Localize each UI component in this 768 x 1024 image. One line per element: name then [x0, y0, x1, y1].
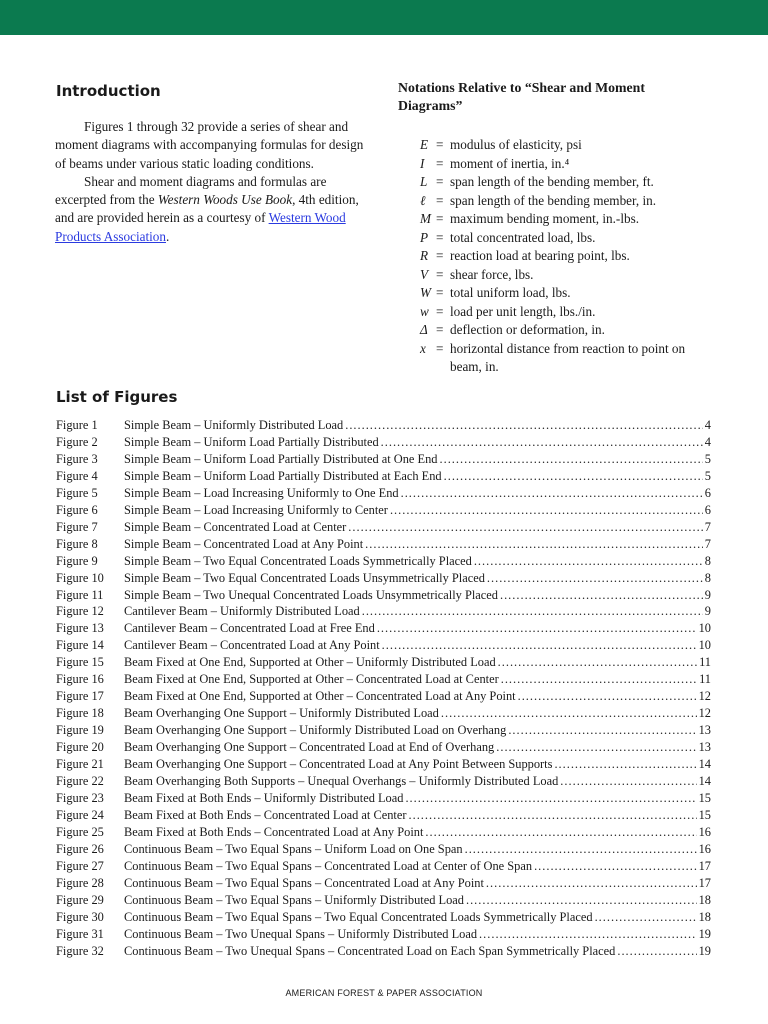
- figure-page: 9: [704, 587, 711, 602]
- figure-entry[interactable]: [56, 756, 711, 773]
- figure-entry[interactable]: [56, 451, 711, 468]
- figure-entry[interactable]: [56, 841, 711, 858]
- dot-leader: [382, 637, 697, 654]
- figure-entry[interactable]: [56, 417, 711, 434]
- figure-title: Beam Overhanging One Support – Concentrated Load at End of Overhang: [124, 740, 495, 755]
- figure-title: Simple Beam – Concentrated Load at Center: [124, 519, 347, 534]
- notation-equals: =: [436, 285, 444, 300]
- dot-leader: [362, 603, 703, 620]
- figure-label: Figure 11: [56, 587, 104, 602]
- figure-title: Beam Fixed at One End, Supported at Other – Concentrated Load at Any Point: [124, 689, 516, 704]
- introduction-heading: Introduction: [56, 82, 161, 100]
- figure-title: Cantilever Beam – Concentrated Load at Free End: [124, 621, 375, 636]
- figure-label: Figure 15: [56, 655, 104, 670]
- figure-title: Simple Beam – Load Increasing Uniformly to Center: [124, 502, 388, 517]
- figure-label: Figure 1: [56, 418, 98, 432]
- notations-heading: Notations Relative to “Shear and Moment Diagrams”: [398, 80, 645, 113]
- figure-entry[interactable]: [56, 688, 711, 705]
- figure-entry[interactable]: [56, 553, 711, 570]
- figure-entry[interactable]: [56, 570, 711, 587]
- notation-symbol: L: [420, 174, 428, 189]
- figure-entry[interactable]: [56, 722, 711, 739]
- notation-symbol: W: [420, 285, 431, 300]
- notations-list: [420, 136, 720, 377]
- figure-title: Simple Beam – Load Increasing Uniformly to One End: [124, 485, 399, 500]
- figure-entry[interactable]: [56, 790, 711, 807]
- figure-entry[interactable]: [56, 943, 711, 960]
- dot-leader: [508, 722, 696, 739]
- paragraph-text: .: [166, 228, 170, 244]
- notation-item: [420, 266, 720, 285]
- figure-entry[interactable]: [56, 519, 711, 536]
- dot-leader: [518, 688, 697, 705]
- figure-title: Beam Overhanging Both Supports – Unequal Overhangs – Uniformly Distributed Load: [124, 774, 559, 789]
- notation-symbol: E: [420, 137, 429, 152]
- figure-entry[interactable]: [56, 807, 711, 824]
- figures-heading: List of Figures: [56, 388, 178, 406]
- figure-label: Figure 14: [56, 638, 104, 653]
- introduction-body: [55, 118, 373, 246]
- figure-page: 8: [704, 553, 711, 568]
- figure-label: Figure 27: [56, 858, 104, 873]
- dot-leader: [425, 824, 696, 841]
- header-bar: [0, 0, 768, 35]
- notation-definition: maximum bending moment, in.-lbs.: [450, 211, 640, 226]
- dot-leader: [554, 756, 696, 773]
- notation-definition: total uniform load, lbs.: [450, 285, 571, 300]
- figure-page: 18: [698, 909, 711, 924]
- paragraph-text: Shear and moment diagrams and formulas are excerpted from the: [55, 173, 327, 208]
- figure-page: 15: [698, 807, 711, 822]
- dot-leader: [441, 705, 697, 722]
- dot-leader: [474, 553, 703, 570]
- dot-leader: [348, 519, 703, 536]
- dot-leader: [479, 926, 697, 943]
- figure-page: 16: [698, 824, 711, 839]
- figure-title: Beam Overhanging One Support – Uniformly Distributed Load on Overhang: [124, 723, 507, 738]
- figure-label: Figure 29: [56, 892, 104, 907]
- figure-entry[interactable]: [56, 671, 711, 688]
- dot-leader: [560, 773, 696, 790]
- notation-equals: =: [436, 266, 444, 282]
- figure-entry[interactable]: [56, 739, 711, 756]
- figure-label: Figure 25: [56, 824, 104, 839]
- figure-label: Figure 17: [56, 689, 104, 704]
- notation-equals: =: [436, 248, 444, 263]
- figure-page: 10: [698, 638, 711, 653]
- figure-label: Figure 12: [56, 604, 104, 619]
- figure-label: Figure 7: [56, 519, 98, 534]
- dot-leader: [390, 502, 703, 519]
- figure-title: Continuous Beam – Two Equal Spans – Uniform Load on One Span: [124, 841, 463, 856]
- figure-page: 12: [698, 706, 711, 721]
- dot-leader: [486, 875, 697, 892]
- figure-page: 15: [698, 790, 711, 805]
- figure-label: Figure 13: [56, 621, 104, 636]
- book-title: Western Woods Use Book: [157, 192, 293, 208]
- dot-leader: [465, 841, 697, 858]
- notation-equals: =: [436, 174, 444, 189]
- notation-item: [420, 340, 720, 377]
- figure-page: 13: [698, 740, 711, 755]
- dot-leader: [345, 417, 703, 434]
- dot-leader: [440, 451, 703, 468]
- figure-label: Figure 20: [56, 740, 104, 755]
- figure-page: 6: [704, 502, 711, 517]
- figure-entry[interactable]: [56, 485, 711, 502]
- figure-title: Beam Fixed at Both Ends – Concentrated Load at Center: [124, 807, 407, 822]
- figure-title: Simple Beam – Two Unequal Concentrated Loads Unsymmetrically Placed: [124, 587, 498, 602]
- dot-leader: [500, 587, 703, 604]
- figure-entry[interactable]: [56, 858, 711, 875]
- figure-page: 8: [704, 570, 711, 585]
- dot-leader: [377, 620, 697, 637]
- figure-entry[interactable]: [56, 926, 711, 943]
- notation-symbol: x: [420, 340, 426, 356]
- notation-symbol: V: [420, 266, 429, 282]
- dot-leader: [466, 892, 697, 909]
- figure-title: Continuous Beam – Two Equal Spans – Concentrated Load at Any Point: [124, 875, 484, 890]
- notation-definition: load per unit length, lbs./in.: [450, 303, 596, 319]
- figure-page: 14: [698, 757, 711, 772]
- dot-leader: [365, 536, 703, 553]
- notation-equals: =: [436, 322, 444, 337]
- notation-item: [420, 321, 720, 340]
- figure-label: Figure 16: [56, 672, 104, 687]
- paragraph-text: , 4th edition, and are provided herein as a courtesy of: [55, 192, 359, 226]
- notation-item: [420, 284, 720, 303]
- figure-title: Continuous Beam – Two Unequal Spans – Uniformly Distributed Load: [124, 926, 478, 941]
- figure-entry[interactable]: [56, 909, 711, 926]
- figure-title: Beam Overhanging One Support – Concentrated Load at Any Point Between Supports: [124, 757, 553, 772]
- figure-title: Simple Beam – Uniform Load Partially Distributed at Each End: [124, 468, 442, 483]
- figure-title: Simple Beam – Concentrated Load at Any Point: [124, 536, 364, 551]
- notation-definition: total concentrated load, lbs.: [450, 229, 596, 245]
- figure-page: 6: [704, 485, 711, 500]
- dot-leader: [409, 807, 697, 824]
- notation-equals: =: [436, 211, 444, 226]
- figure-title: Cantilever Beam – Concentrated Load at Any Point: [124, 638, 380, 653]
- figure-title: Beam Fixed at Both Ends – Concentrated Load at Any Point: [124, 824, 424, 839]
- figure-entry[interactable]: [56, 705, 711, 722]
- notation-symbol: M: [420, 211, 431, 226]
- figure-label: Figure 23: [56, 790, 104, 805]
- dot-leader: [501, 671, 697, 688]
- notation-symbol: Δ: [420, 322, 428, 337]
- figure-title: Simple Beam – Two Equal Concentrated Loads Unsymmetrically Placed: [124, 570, 485, 585]
- notation-symbol: ℓ: [420, 192, 426, 208]
- figure-title: Simple Beam – Two Equal Concentrated Loads Symmetrically Placed: [124, 553, 472, 568]
- notation-symbol: w: [420, 303, 429, 319]
- notation-item: [420, 155, 720, 174]
- figure-page: 11: [699, 655, 711, 670]
- figure-label: Figure 2: [56, 434, 98, 449]
- figure-entry[interactable]: [56, 434, 711, 451]
- figure-page: 19: [698, 926, 711, 941]
- notation-item: [420, 136, 720, 155]
- figure-title: Simple Beam – Uniform Load Partially Distributed at One End: [124, 451, 438, 466]
- figure-entry[interactable]: [56, 637, 711, 654]
- figure-page: 5: [704, 451, 711, 466]
- figure-label: Figure 5: [56, 485, 98, 500]
- figure-label: Figure 9: [56, 553, 98, 568]
- figures-list: [56, 417, 711, 960]
- figure-page: 5: [704, 468, 711, 483]
- figure-label: Figure 32: [56, 943, 104, 958]
- figure-title: Beam Fixed at Both Ends – Uniformly Distributed Load: [124, 790, 404, 805]
- figure-title: Continuous Beam – Two Equal Spans – Concentrated Load at Center of One Span: [124, 858, 533, 873]
- figure-label: Figure 21: [56, 757, 104, 772]
- figure-label: Figure 26: [56, 841, 104, 856]
- figure-title: Continuous Beam – Two Equal Spans – Uniformly Distributed Load: [124, 892, 464, 907]
- notation-definition: modulus of elasticity, psi: [450, 137, 582, 152]
- figure-entry[interactable]: [56, 536, 711, 553]
- figure-label: Figure 24: [56, 807, 104, 822]
- introduction-paragraph-2: [55, 173, 373, 246]
- figure-page: 16: [698, 841, 711, 856]
- figure-page: 12: [698, 689, 711, 704]
- figure-label: Figure 4: [56, 468, 98, 483]
- figure-entry[interactable]: [56, 654, 711, 671]
- figure-title: Continuous Beam – Two Equal Spans – Two Equal Concentrated Loads Symmetrically Placed: [124, 909, 593, 924]
- figure-title: Cantilever Beam – Uniformly Distributed Load: [124, 604, 360, 619]
- notation-definition: reaction load at bearing point, lbs.: [450, 248, 630, 263]
- figure-label: Figure 18: [56, 706, 104, 721]
- notation-equals: =: [436, 303, 444, 319]
- figure-title: Continuous Beam – Two Unequal Spans – Concentrated Load on Each Span Symmetrically Placed: [124, 943, 616, 958]
- figure-page: 17: [698, 875, 711, 890]
- figure-page: 7: [704, 536, 711, 551]
- figure-entry[interactable]: [56, 502, 711, 519]
- figure-entry[interactable]: [56, 875, 711, 892]
- dot-leader: [381, 434, 703, 451]
- notation-definition: horizontal distance from reaction to point on beam, in.: [450, 340, 686, 374]
- figure-entry[interactable]: [56, 587, 711, 604]
- notation-definition: deflection or deformation, in.: [450, 322, 605, 337]
- figure-page: 11: [699, 672, 711, 687]
- dot-leader: [617, 943, 696, 960]
- figure-page: 14: [698, 774, 711, 789]
- notation-equals: =: [436, 155, 444, 171]
- notation-item: [420, 303, 720, 322]
- figure-entry[interactable]: [56, 620, 711, 637]
- figure-page: 4: [704, 418, 711, 432]
- figure-entry[interactable]: [56, 892, 711, 909]
- dot-leader: [487, 570, 703, 587]
- figure-page: 4: [704, 434, 711, 449]
- figure-page: 13: [698, 723, 711, 738]
- figure-entry[interactable]: [56, 468, 711, 485]
- dot-leader: [444, 468, 703, 485]
- notation-symbol: I: [420, 155, 425, 171]
- figure-page: 19: [698, 943, 711, 958]
- figure-title: Beam Fixed at One End, Supported at Other – Uniformly Distributed Load: [124, 655, 496, 670]
- figure-entry[interactable]: [56, 603, 711, 620]
- figure-title: Simple Beam – Uniformly Distributed Load: [124, 418, 344, 432]
- notation-definition: moment of inertia, in.⁴: [450, 155, 570, 171]
- figure-page: 7: [704, 519, 711, 534]
- figure-entry[interactable]: [56, 773, 711, 790]
- dot-leader: [496, 739, 696, 756]
- notation-item: [420, 229, 720, 248]
- notation-equals: =: [436, 137, 444, 152]
- notation-equals: =: [436, 229, 444, 245]
- figure-label: Figure 8: [56, 536, 98, 551]
- figure-page: 10: [698, 621, 711, 636]
- wwpa-link[interactable]: Western Wood Products Association: [55, 210, 346, 244]
- dot-leader: [595, 909, 697, 926]
- notation-definition: span length of the bending member, in.: [450, 192, 657, 208]
- figure-label: Figure 28: [56, 875, 104, 890]
- notation-item: [420, 173, 720, 192]
- notation-equals: =: [436, 340, 444, 356]
- dot-leader: [401, 485, 703, 502]
- notation-symbol: R: [420, 248, 429, 263]
- figure-label: Figure 10: [56, 570, 104, 585]
- figure-page: 17: [698, 858, 711, 873]
- introduction-paragraph-1: Figures 1 through 32 provide a series of shear and moment diagrams with accompanying formulas for design of beams under various static loading conditions.: [55, 119, 364, 171]
- figure-title: Beam Overhanging One Support – Uniformly Distributed Load: [124, 706, 439, 721]
- notation-item: [420, 247, 720, 266]
- figure-title: Beam Fixed at One End, Supported at Other – Concentrated Load at Center: [124, 672, 499, 687]
- figure-label: Figure 31: [56, 926, 104, 941]
- dot-leader: [405, 790, 696, 807]
- notation-item: [420, 210, 720, 229]
- figure-page: 18: [698, 892, 711, 907]
- figure-entry[interactable]: [56, 824, 711, 841]
- figure-label: Figure 22: [56, 774, 104, 789]
- figure-label: Figure 19: [56, 723, 104, 738]
- notation-definition: span length of the bending member, ft.: [450, 174, 654, 189]
- notation-item: [420, 192, 720, 211]
- figure-label: Figure 3: [56, 451, 98, 466]
- figure-title: Simple Beam – Uniform Load Partially Distributed: [124, 434, 379, 449]
- dot-leader: [498, 654, 697, 671]
- figure-label: Figure 6: [56, 502, 98, 517]
- notation-definition: shear force, lbs.: [450, 266, 534, 282]
- notation-equals: =: [436, 192, 444, 208]
- footer: AMERICAN FOREST & PAPER ASSOCIATION: [285, 988, 483, 998]
- figure-label: Figure 30: [56, 909, 104, 924]
- dot-leader: [534, 858, 697, 875]
- figure-page: 9: [704, 604, 711, 619]
- notation-symbol: P: [420, 229, 429, 245]
